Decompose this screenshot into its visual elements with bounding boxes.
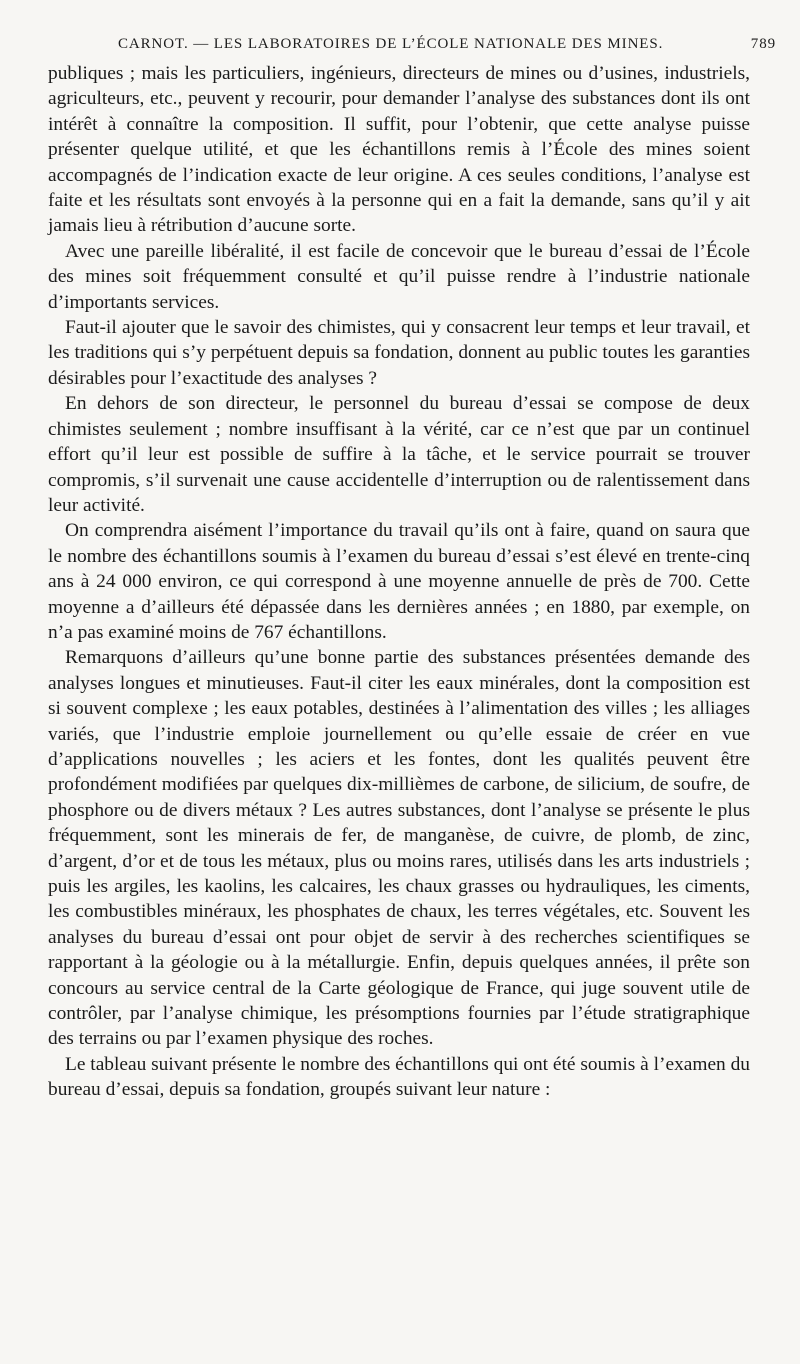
running-head-title: CARNOT. — LES LABORATOIRES DE L’ÉCOLE NATIONALE DES MINES. bbox=[118, 36, 664, 52]
paragraph-liberalite: Avec une pareille libéralité, il est facile de concevoir que le bureau d’essai de l’École des mines soit fréquemment consulté et qu’il puisse rendre à l’industrie nationale d’importants services. bbox=[48, 240, 750, 313]
paragraph-personnel: En dehors de son directeur, le personnel du bureau d’essai se compose de deux chimistes seulement ; nombre insuffisant à la vérité, car ce n’est que par un continuel effort qu’il leur est possible de suffire à la tâche, et le service pourrait se trouver compromis, s’il survenait une cause accidentelle d’interruption ou de ralentissement dans leur activité. bbox=[48, 393, 750, 516]
paragraph-savoir-chimistes: Faut-il ajouter que le savoir des chimistes, qui y consacrent leur temps et leur travail, et les traditions qui s’y perpétuent depuis sa fondation, donnent au public toutes les garanties désirables pour l’exactitude des analyses ? bbox=[48, 317, 750, 389]
paragraph-tableau-intro: Le tableau suivant présente le nombre des échantillons qui ont été soumis à l’examen du bureau d’essai, depuis sa fondation, groupés suivant leur nature : bbox=[48, 1053, 750, 1101]
page-number: 789 bbox=[750, 36, 776, 52]
paragraph-continuation: publiques ; mais les particuliers, ingénieurs, directeurs de mines ou d’usines, industriels, agriculteurs, etc., peuvent y recourir, pour demander l’analyse des substances dont ils ont intérêt à connaître la composition. Il suffit, pour l’obtenir, que cette analyse puisse présenter quelque utilité, et que les échantillons remis à l’École des mines soient accompagnés de l’indication exacte de leur origine. A ces seules conditions, l’analyse est faite et les résultats sont envoyés à la personne qui en a fait la demande, sans qu’il y ait jamais lieu à rétribution d’aucune sorte. bbox=[48, 63, 750, 237]
body-text bbox=[48, 61, 750, 1103]
paragraph-importance-travail: On comprendra aisément l’importance du travail qu’ils ont à faire, quand on saura que le nombre des échantillons soumis à l’examen du bureau d’essai s’est élevé en trente-cinq ans à 24 000 environ, ce qui correspond à une moyenne annuelle de près de 700. Cette moyenne a d’ailleurs été dépassée dans les dernières années ; en 1880, par exemple, on n’a pas examiné moins de 767 échantillons. bbox=[48, 520, 750, 643]
running-head bbox=[48, 36, 776, 60]
paragraph-substances: Remarquons d’ailleurs qu’une bonne partie des substances présentées demande des analyses longues et minutieuses. Faut-il citer les eaux minérales, dont la composition est si souvent complexe ; les eaux potables, destinées à l’alimentation des villes ; les alliages variés, que l’industrie emploie journellement ou qu’elle essaie de créer en vue d’applications nouvelles ; les aciers et les fontes, dont les qualités peuvent être profondément modifiées par quelques dix-millièmes de carbone, de silicium, de soufre, de phosphore ou de divers métaux ? Les autres substances, dont l’analyse se présente le plus fréquemment, sont les minerais de fer, de manganèse, de cuivre, de plomb, de zinc, d’argent, d’or et de tous les métaux, plus ou moins rares, utilisés dans les arts industriels ; puis les argiles, les kaolins, les calcaires, les chaux grasses ou hydrauliques, les ciments, les combustibles minéraux, les phosphates de chaux, les terres végétales, etc. Souvent les analyses du bureau d’essai ont pour objet de servir à des recherches scientifiques se rapportant à la géologie ou à la métallurgie. Enfin, depuis quelques années, il prête son concours au service central de la Carte géologique de France, qui juge souvent utile de contrôler, par l’analyse chimique, les présomptions fournies par l’étude stratigraphique des terrains ou par l’examen physique des roches. bbox=[48, 647, 750, 1050]
